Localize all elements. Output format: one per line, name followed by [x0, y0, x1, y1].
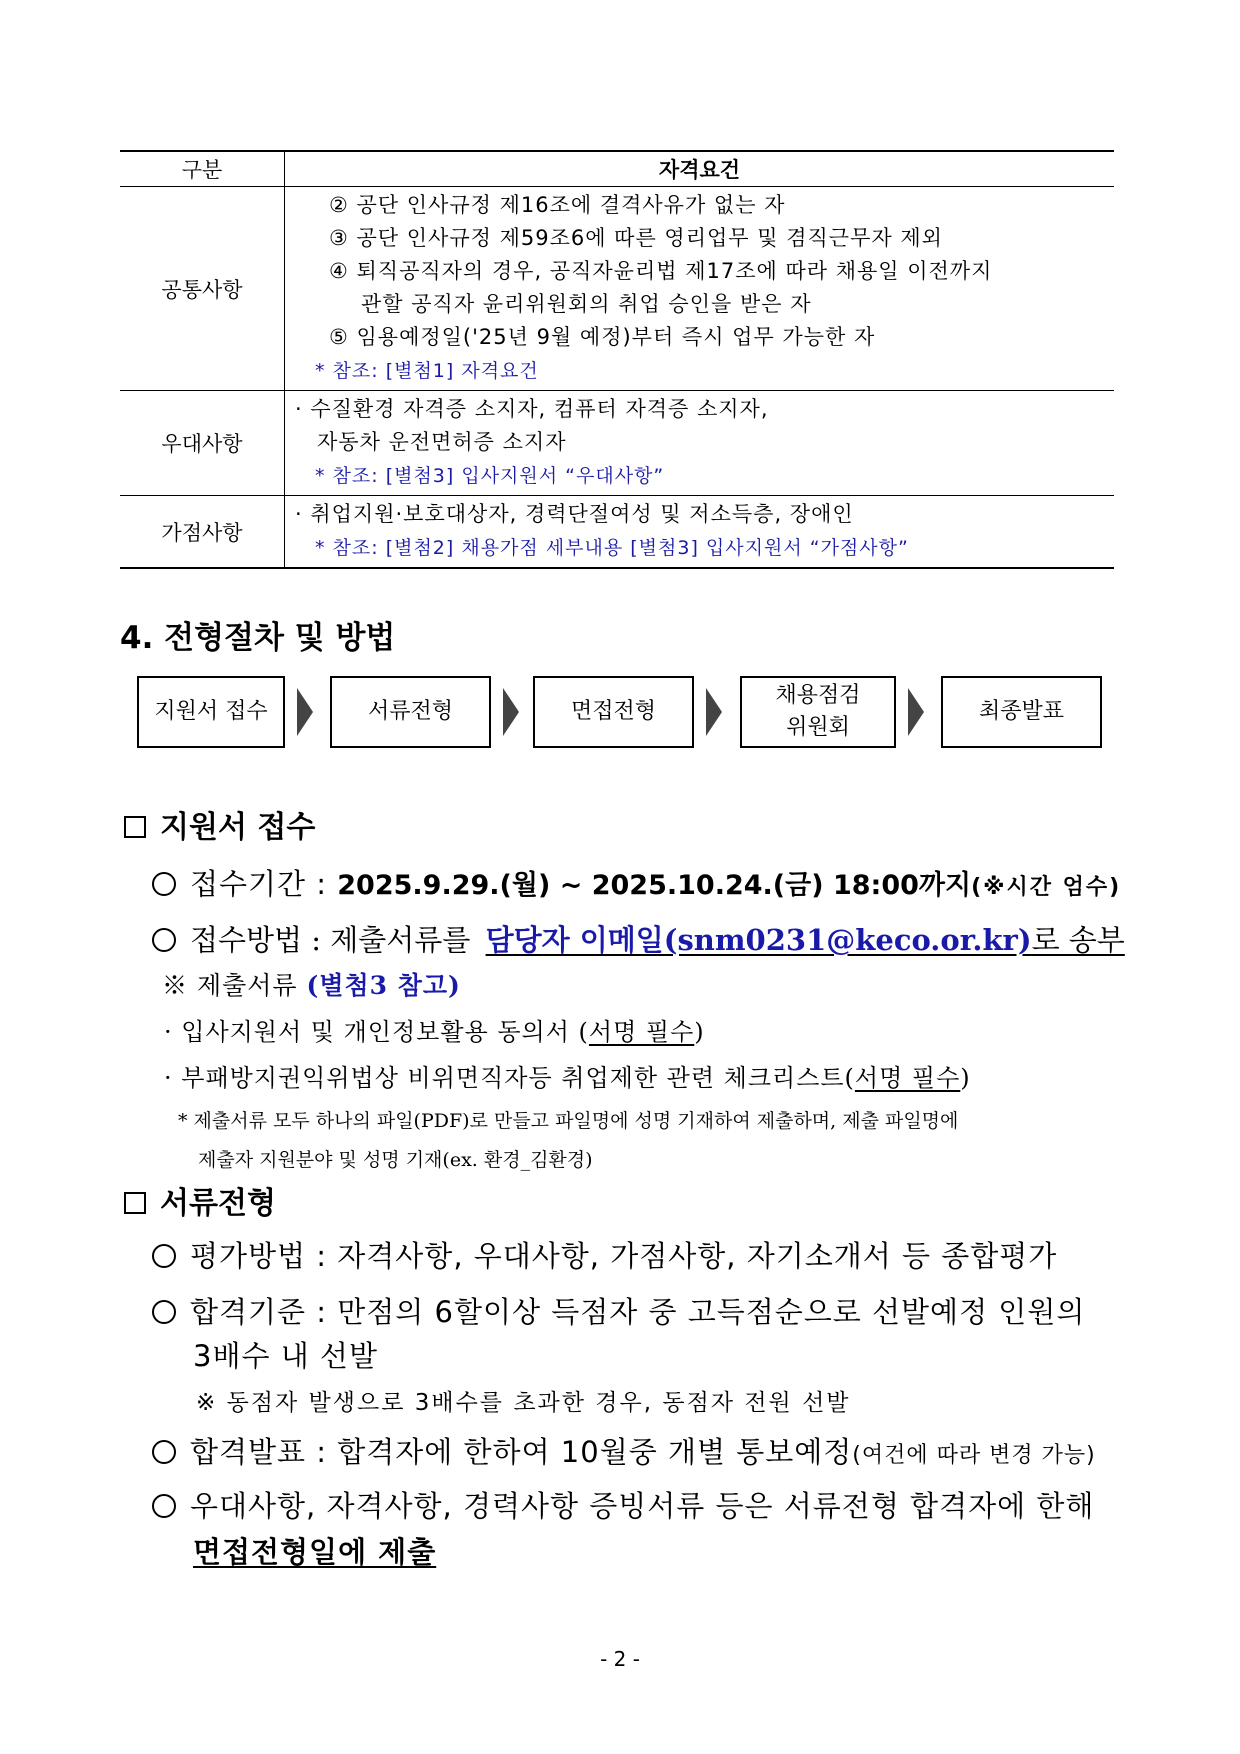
- header-category: 구분: [120, 151, 285, 187]
- row-content-common: [285, 187, 1115, 391]
- arrow-right-icon: [706, 688, 722, 736]
- section-title: 4. 전형절차 및 방법: [120, 620, 396, 656]
- square-bullet-icon: [124, 816, 146, 838]
- submission-docs-label: ※ 제출서류 (별첨3 참고): [162, 971, 461, 1000]
- qualification-table: [120, 150, 1114, 569]
- page-number: - 2 -: [600, 1647, 640, 1671]
- common-item: ⑤ 임용예정일('25년 9월 예정)부터 즉시 업무 가능한 자: [329, 325, 876, 349]
- common-item: ② 공단 인사규정 제16조에 결격사유가 없는 자: [329, 193, 786, 217]
- process-step-review-committee: 채용점검 위원회: [740, 676, 896, 748]
- common-item: 관할 공직자 윤리위원회의 취업 승인을 받은 자: [361, 292, 812, 316]
- table-row-bonus: [120, 496, 1114, 569]
- arrow-right-icon: [503, 688, 519, 736]
- preferred-note: * 참조: [별첨3] 입사지원서 “우대사항”: [315, 465, 665, 487]
- interview-submission: 면접전형일에 제출: [193, 1535, 437, 1569]
- contact-email[interactable]: 담당자 이메일(snm0231@keco.or.kr)로 송부: [485, 923, 1125, 957]
- bonus-item: · 취업지원·보호대상자, 경력단절여성 및 저소득층, 장애인: [295, 502, 854, 526]
- header-requirements: 자격요건: [285, 151, 1115, 187]
- row-label-preferred: 우대사항: [120, 391, 285, 496]
- application-heading: 지원서 접수: [124, 802, 315, 846]
- application-method: 접수방법 : 제출서류를 담당자 이메일(snm0231@keco.or.kr)로 송부: [152, 918, 1125, 959]
- process-step-document: 서류전형: [330, 676, 491, 748]
- screening-eval: 평가방법 : 자격사항, 우대사항, 가점사항, 자기소개서 등 종합평가: [152, 1234, 1057, 1275]
- circle-bullet-icon: [152, 1494, 176, 1518]
- row-content-bonus: [285, 496, 1115, 569]
- process-step-application: 지원서 접수: [137, 676, 285, 748]
- common-item: ③ 공단 인사규정 제59조6에 따른 영리업무 및 겸직근무자 제외: [329, 226, 943, 250]
- square-bullet-icon: [124, 1192, 146, 1214]
- application-period: 접수기간 : 2025.9.29.(월) ~ 2025.10.24.(금) 18:00까지(※시간 엄수): [152, 862, 1121, 903]
- common-item: ④ 퇴직공직자의 경우, 공직자윤리법 제17조에 따라 채용일 이전까지: [329, 259, 993, 283]
- circle-bullet-icon: [152, 1244, 176, 1268]
- preferred-item: · 수질환경 자격증 소지자, 컴퓨터 자격증 소지자,: [295, 397, 769, 421]
- period-value: 2025.9.29.(월) ~ 2025.10.24.(금) 18:00까지: [337, 870, 972, 901]
- common-note: * 참조: [별첨1] 자격요건: [315, 360, 539, 382]
- circle-bullet-icon: [152, 872, 176, 896]
- docs-note: 제출자 지원분야 및 성명 기재(ex. 환경_김환경): [198, 1149, 593, 1171]
- criteria-note: ※ 동점자 발생으로 3배수를 초과한 경우, 동점자 전원 선발: [196, 1390, 851, 1416]
- table-row-common: [120, 187, 1114, 391]
- screening-criteria: 합격기준 : 만점의 6할이상 득점자 중 고득점순으로 선발예정 인원의: [152, 1290, 1085, 1331]
- process-step-interview: 면접전형: [533, 676, 694, 748]
- arrow-right-icon: [908, 688, 924, 736]
- period-note: (※시간 엄수): [971, 875, 1122, 900]
- bonus-note: * 참조: [별첨2] 채용가점 세부내용 [별첨3] 입사지원서 “가점사항”: [315, 537, 909, 559]
- doc-item: · 부패방지권익위법상 비위면직자등 취업제한 관련 체크리스트(서명 필수): [164, 1064, 971, 1092]
- process-flow: [137, 676, 1097, 752]
- screening-proof: 우대사항, 자격사항, 경력사항 증빙서류 등은 서류전형 합격자에 한해: [152, 1484, 1094, 1525]
- table-header-row: [120, 151, 1114, 187]
- row-label-common: 공통사항: [120, 187, 285, 391]
- circle-bullet-icon: [152, 1300, 176, 1324]
- row-content-preferred: [285, 391, 1115, 496]
- docs-ref: (별첨3 참고): [306, 971, 461, 1000]
- circle-bullet-icon: [152, 928, 176, 952]
- arrow-right-icon: [297, 688, 313, 736]
- process-step-final: 최종발표: [941, 676, 1102, 748]
- preferred-item: 자동차 운전면허증 소지자: [317, 430, 567, 454]
- screening-heading: 서류전형: [124, 1178, 276, 1222]
- screening-announce: 합격발표 : 합격자에 한하여 10월중 개별 통보예정(여건에 따라 변경 가능): [152, 1430, 1096, 1471]
- docs-note: * 제출서류 모두 하나의 파일(PDF)로 만들고 파일명에 성명 기재하여 제출하며, 제출 파일명에: [178, 1110, 959, 1132]
- screening-criteria-cont: 3배수 내 선발: [193, 1339, 378, 1373]
- doc-item: · 입사지원서 및 개인정보활용 동의서 (서명 필수): [164, 1018, 705, 1046]
- row-label-bonus: 가점사항: [120, 496, 285, 569]
- table-row-preferred: [120, 391, 1114, 496]
- circle-bullet-icon: [152, 1440, 176, 1464]
